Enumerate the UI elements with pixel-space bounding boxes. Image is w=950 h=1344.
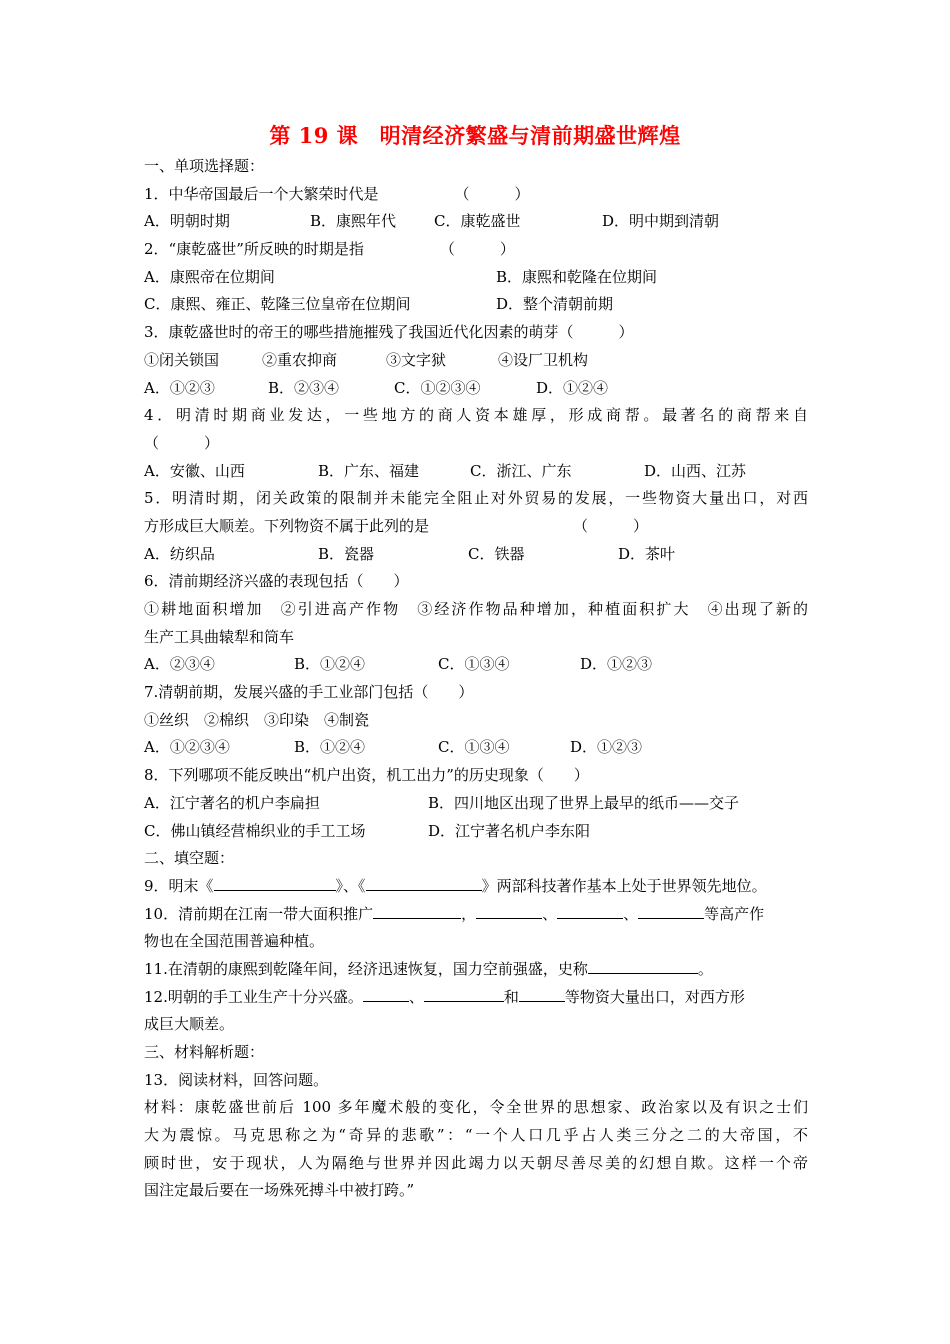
fill-blank xyxy=(424,984,504,1002)
option-d: D．整个清朝前期 xyxy=(496,295,614,314)
question-12: 12.明朝的手工业生产十分兴盛。 、 和 等物资大量出口，对西方形 xyxy=(144,984,808,1012)
question-6-items: ①耕地面积增加 ②引进高产作物 ③经济作物品种增加，种植面积扩大 ④出现了新的 xyxy=(144,600,808,618)
option-c: C．①③④ xyxy=(438,655,510,674)
question-7: 7.清朝前期，发展兴盛的手工业部门包括（ ） xyxy=(144,683,474,702)
option-d: D．山西、江苏 xyxy=(644,461,747,480)
option-d: D．明中期到清朝 xyxy=(602,212,720,231)
answer-paren: （ ） xyxy=(439,240,515,259)
option-a: A．②③④ xyxy=(144,655,215,674)
question-5: 5．明清时期，闭关政策的限制并未能完全阻止对外贸易的发展，一些物资大量出口，对西 xyxy=(144,489,808,508)
option-a: A．安徽、山西 xyxy=(144,461,245,480)
question-5-cont: 方形成巨大顺差。下列物资不属于此列的是 （ ） xyxy=(144,516,649,535)
question-2: 2．“康乾盛世”所反映的时期是指 （ ） xyxy=(144,240,515,259)
option-d: D．茶叶 xyxy=(618,544,676,563)
question-11: 11.在清朝的康熙到乾隆年间，经济迅速恢复，国力空前强盛，史称 。 xyxy=(144,956,808,984)
section-heading: 二、填空题： xyxy=(144,849,235,868)
option-a: A．纺织品 xyxy=(144,544,215,563)
option-b: B．广东、福建 xyxy=(318,461,420,480)
option-a: A．江宁著名的机户李扁担 xyxy=(144,793,320,812)
option-a: A．①②③④ xyxy=(144,738,230,757)
option-b: B．康熙年代 xyxy=(310,212,397,231)
question-12-cont: 成巨大顺差。 xyxy=(144,1015,235,1034)
option-b: B．①②④ xyxy=(294,655,366,674)
question-9: 9．明末《 》、《 》两部科技著作基本上处于世界领先地位。 xyxy=(144,873,808,901)
question-10: 10．清前期在江南一带大面积推广 ， 、 、 等高产作 xyxy=(144,901,808,929)
material-text: 国注定最后要在一场殊死搏斗中被打跨。” xyxy=(144,1181,415,1200)
material-text: 顾时世，安于现状，人为隔绝与世界并因此竭力以天朝尽善尽美的幻想自欺。这样一个帝 xyxy=(144,1153,808,1172)
option-d: D．①②③ xyxy=(570,738,643,757)
answer-paren: （ ） xyxy=(144,433,220,452)
question-3: 3．康乾盛世时的帝王的哪些措施摧残了我国近代化因素的萌芽（ ） xyxy=(144,323,634,342)
fill-blank xyxy=(366,873,482,891)
fill-blank xyxy=(638,901,704,919)
option-d: D．江宁著名机户李东阳 xyxy=(428,821,591,840)
question-8: 8．下列哪项不能反映出“机户出资，机工出力”的历史现象（ ） xyxy=(144,766,589,785)
fill-blank xyxy=(557,901,623,919)
question-3-options xyxy=(144,375,808,403)
question-5-options xyxy=(144,541,808,569)
question-3-items: ①闭关锁国 ②重农抑商 ③文字狱 ④设厂卫机构 xyxy=(144,350,589,369)
fill-blank xyxy=(363,984,409,1002)
option-a: A．康熙帝在位期间 xyxy=(144,267,275,286)
question-6-items-cont: 生产工具曲辕犁和筒车 xyxy=(144,627,295,646)
section-heading: 一、单项选择题： xyxy=(144,157,265,175)
section-heading: 三、材料解析题： xyxy=(144,1043,265,1061)
question-7-items: ①丝织 ②棉织 ③印染 ④制瓷 xyxy=(144,710,370,729)
option-d: D．①②④ xyxy=(536,378,609,397)
option-c: C．康熙、雍正、乾隆三位皇帝在位期间 xyxy=(144,295,411,314)
option-d: D．①②③ xyxy=(580,655,653,674)
option-b: B．①②④ xyxy=(294,738,366,757)
fill-blank xyxy=(214,873,336,891)
option-a: A．①②③ xyxy=(144,378,215,397)
question-8-options-row2 xyxy=(144,818,808,846)
option-c: C．康乾盛世 xyxy=(434,212,521,231)
question-6: 6．清前期经济兴盛的表现包括（ ） xyxy=(144,572,409,591)
fill-blank xyxy=(373,901,461,919)
lesson-title: 第 19 课 明清经济繁盛与清前期盛世辉煌 xyxy=(269,123,681,148)
option-b: B．康熙和乾隆在位期间 xyxy=(496,267,658,286)
option-b: B．四川地区出现了世界上最早的纸币——交子 xyxy=(428,793,740,812)
option-c: C．铁器 xyxy=(468,544,525,563)
option-b: B．②③④ xyxy=(268,378,340,397)
question-4: 4．明清时期商业发达，一些地方的商人资本雄厚，形成商帮。最著名的商帮来自 xyxy=(144,406,808,425)
question-1: 1．中华帝国最后一个大繁荣时代是 （ ） xyxy=(144,184,530,203)
fill-blank xyxy=(519,984,565,1002)
option-c: C．浙江、广东 xyxy=(470,461,572,480)
question-2-options-row1 xyxy=(144,264,808,292)
option-a: A．明朝时期 xyxy=(144,212,230,231)
material-text: 材料：康乾盛世前后 100 多年魔术般的变化，令全世界的思想家、政治家以及有识之士们 xyxy=(144,1098,808,1117)
answer-paren: （ ） xyxy=(454,184,530,203)
worksheet-body xyxy=(144,153,808,1205)
question-4-options xyxy=(144,458,808,486)
fill-blank xyxy=(476,901,542,919)
question-6-options xyxy=(144,651,808,679)
question-13: 13．阅读材料，回答问题。 xyxy=(144,1070,329,1089)
answer-paren: （ ） xyxy=(573,516,649,535)
question-7-options xyxy=(144,734,808,762)
option-c: C．①③④ xyxy=(438,738,510,757)
question-8-options-row1 xyxy=(144,790,808,818)
material-text: 大为震惊。马克思称之为“奇异的悲歌”：“一个人口几乎占人类三分之二的大帝国，不 xyxy=(144,1126,808,1145)
fill-blank xyxy=(588,956,698,974)
question-1-options xyxy=(144,208,808,236)
question-10-cont: 物也在全国范围普遍种植。 xyxy=(144,932,325,951)
option-c: C．佛山镇经营棉织业的手工工场 xyxy=(144,821,366,840)
option-b: B．瓷器 xyxy=(318,544,375,563)
option-c: C．①②③④ xyxy=(394,378,481,397)
question-2-options-row2 xyxy=(144,291,808,319)
